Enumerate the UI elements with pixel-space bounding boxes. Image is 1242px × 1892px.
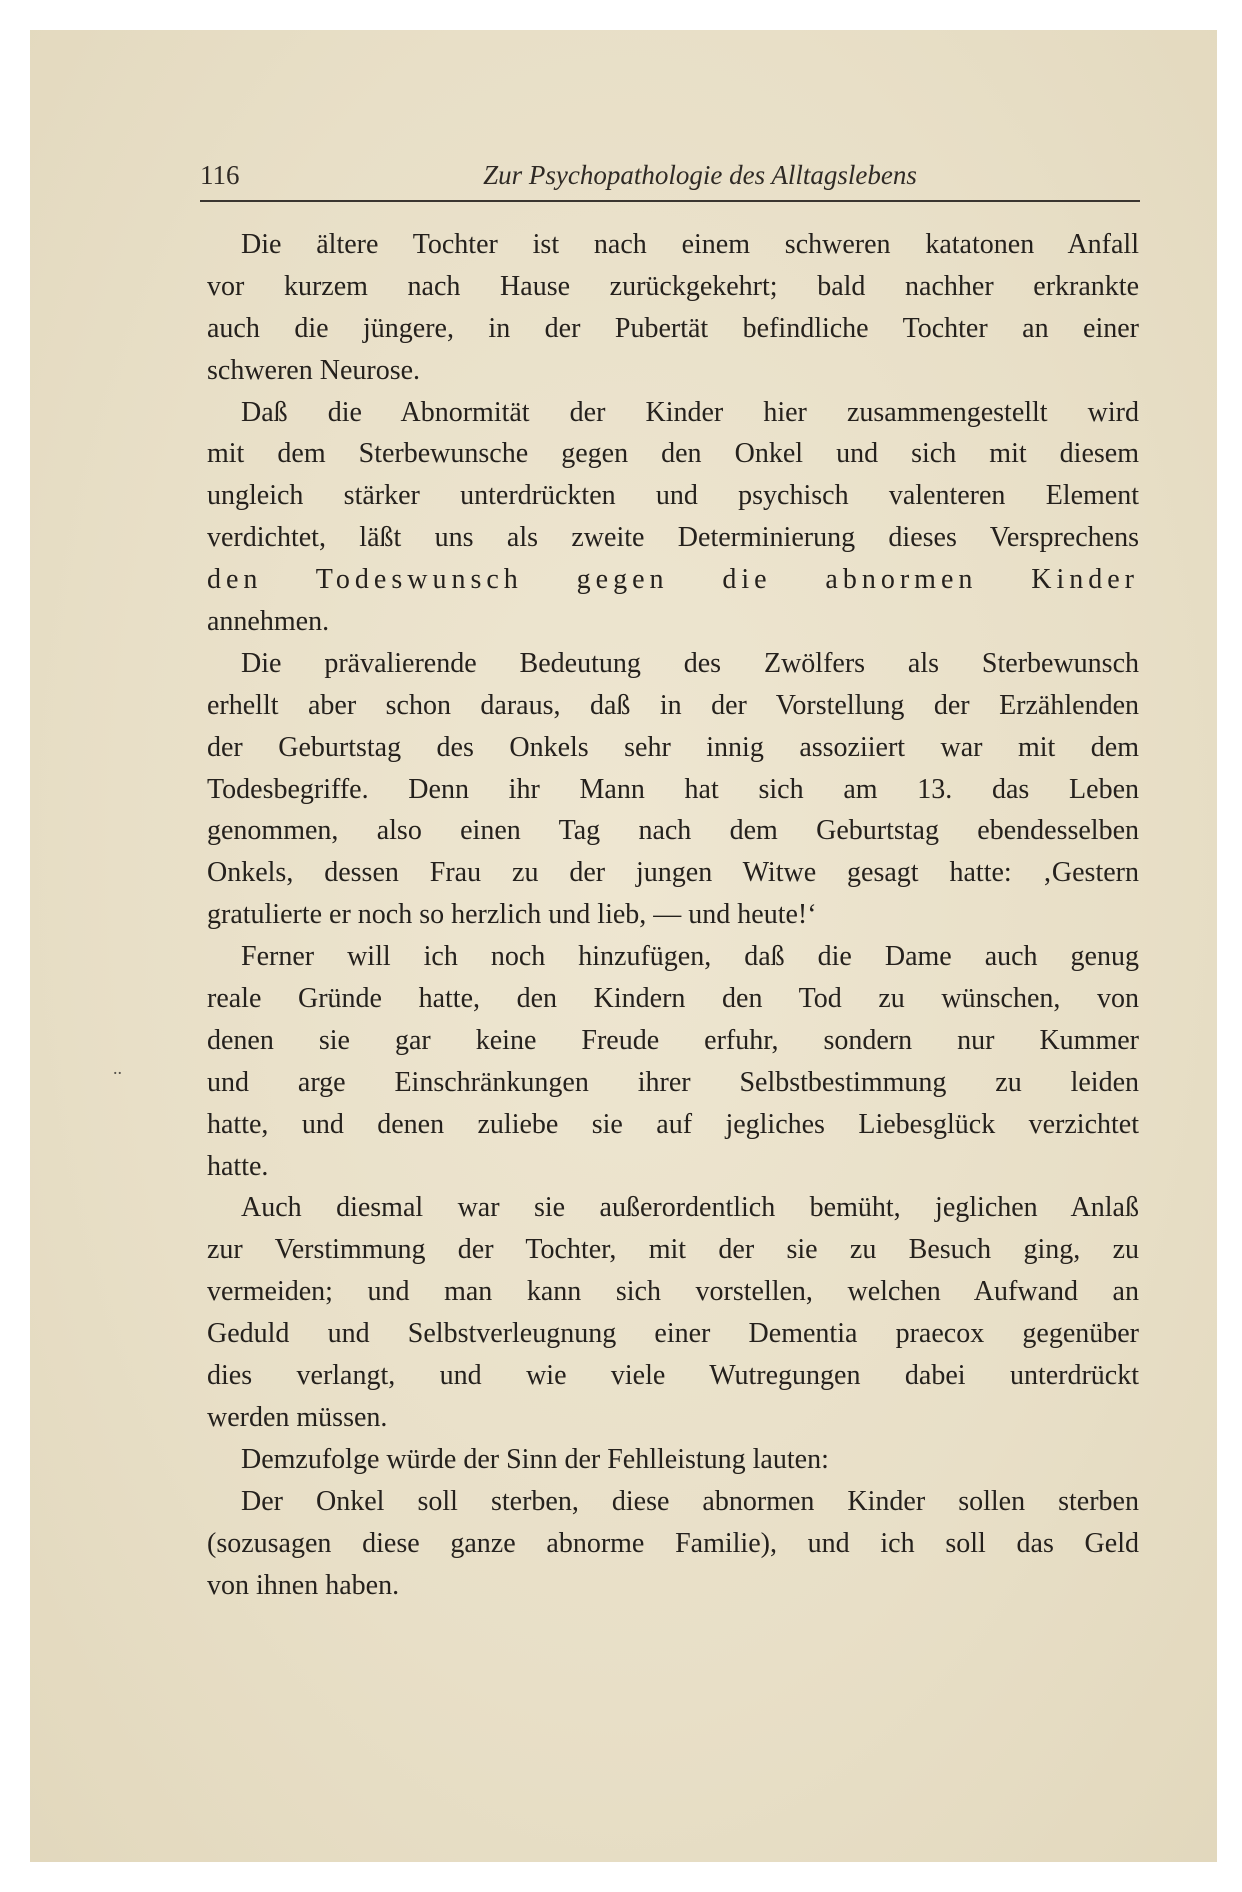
text-line: mit dem Sterbewunsche gegen den Onkel und sich mit diesem: [207, 438, 1139, 470]
text-line: Demzufolge würde der Sinn der Fehlleistung lauten:: [241, 1443, 829, 1475]
margin-mark: ..: [113, 1058, 122, 1078]
text-line-emphasis: den Todeswunsch gegen die abnormen Kinder: [207, 564, 1139, 596]
text-line: reale Gründe hatte, den Kindern den Tod zu wünschen, von: [207, 983, 1139, 1015]
text-line: von ihnen haben.: [207, 1569, 400, 1601]
text-line: schweren Neurose.: [207, 354, 421, 386]
text-line: vor kurzem nach Hause zurückgekehrt; bald nachher erkrankte: [207, 270, 1139, 302]
text-line: hatte, und denen zuliebe sie auf jegliches Liebesglück verzichtet: [207, 1108, 1139, 1140]
text-line: ungleich stärker unterdrückten und psychisch valenteren Element: [207, 480, 1139, 512]
text-line: Auch diesmal war sie außerordentlich bemüht, jeglichen Anlaß: [241, 1192, 1139, 1224]
text-line: vermeiden; und man kann sich vorstellen, welchen Aufwand an: [207, 1276, 1139, 1308]
text-line: Daß die Abnormität der Kinder hier zusammengestellt wird: [241, 396, 1139, 428]
page-number: 116: [200, 160, 240, 190]
text-line: Geduld und Selbstverleugnung einer Dementia praecox gegenüber: [207, 1318, 1139, 1350]
running-header: [200, 160, 1140, 202]
text-line: dies verlangt, und wie viele Wutregungen dabei unterdrückt: [207, 1360, 1139, 1392]
text-line: zur Verstimmung der Tochter, mit der sie zu Besuch ging, zu: [207, 1234, 1139, 1266]
text-line: Die ältere Tochter ist nach einem schweren katatonen Anfall: [241, 229, 1139, 260]
running-title: Zur Psychopathologie des Alltagslebens: [483, 160, 917, 190]
text-line: hatte.: [207, 1150, 269, 1182]
body-text: [207, 224, 1139, 1606]
text-line: auch die jüngere, in der Pubertät befindliche Tochter an einer: [207, 312, 1139, 344]
text-line: gratulierte er noch so herzlich und lieb, — und heute!‘: [207, 899, 817, 931]
text-line: Ferner will ich noch hinzufügen, daß die Dame auch genug: [241, 941, 1139, 973]
text-line: Todesbegriffe. Denn ihr Mann hat sich am 13. das Leben: [207, 773, 1139, 805]
text-line: werden müssen.: [207, 1401, 388, 1433]
text-line: annehmen.: [207, 606, 330, 638]
text-line: Der Onkel soll sterben, diese abnormen Kinder sollen sterben: [241, 1485, 1139, 1517]
text-line: denen sie gar keine Freude erfuhr, sondern nur Kummer: [207, 1024, 1139, 1056]
text-line: Onkels, dessen Frau zu der jungen Witwe gesagt hatte: ‚Gestern: [207, 857, 1139, 889]
text-line: verdichtet, läßt uns als zweite Determinierung dieses Versprechens: [207, 522, 1139, 554]
text-line: erhellt aber schon daraus, daß in der Vorstellung der Erzählenden: [207, 689, 1139, 721]
text-line: der Geburtstag des Onkels sehr innig assoziiert war mit dem: [207, 731, 1139, 763]
text-line: Die prävalierende Bedeutung des Zwölfers als Sterbewunsch: [241, 647, 1139, 679]
text-line: genommen, also einen Tag nach dem Geburtstag ebendesselben: [207, 815, 1139, 847]
text-line: (sozusagen diese ganze abnorme Familie), und ich soll das Geld: [207, 1527, 1139, 1559]
text-line: und arge Einschränkungen ihrer Selbstbestimmung zu leiden: [207, 1066, 1139, 1098]
